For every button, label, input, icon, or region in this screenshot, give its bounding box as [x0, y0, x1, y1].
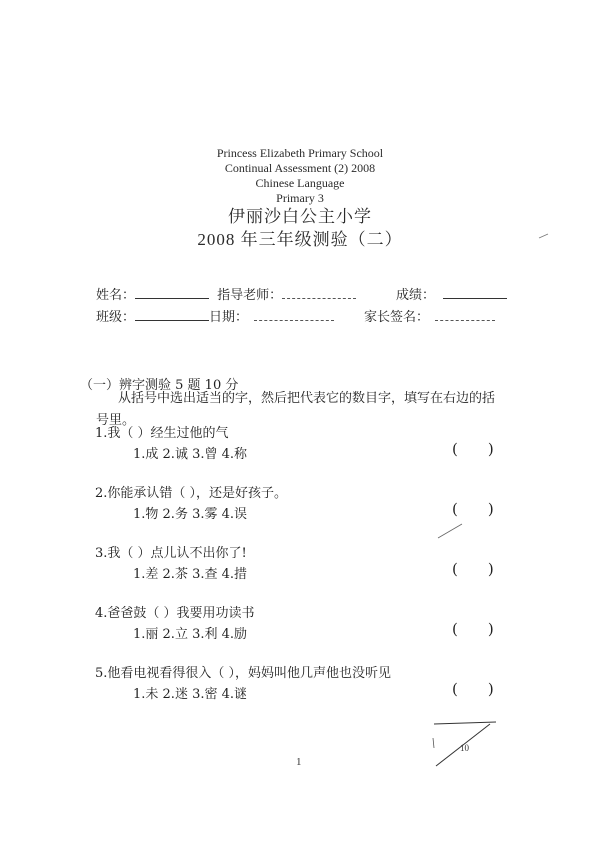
question-5-stem: 5.他看电视看得很入（ ），妈妈叫他几声他也没听见: [95, 666, 392, 681]
subject-name: Chinese Language: [255, 176, 345, 190]
answer-close-paren: ): [487, 440, 494, 458]
answer-close-paren: ): [487, 500, 494, 518]
question-3-answer[interactable]: [452, 560, 494, 578]
question-5-answer[interactable]: [452, 680, 494, 698]
answer-open-paren: (: [452, 680, 458, 698]
answer-close-paren: ): [487, 560, 494, 578]
answer-open-paren: (: [452, 500, 458, 518]
score-tick: [433, 738, 434, 748]
question-1-options: 1.成 2.诚 3.曾 4.称: [133, 447, 248, 462]
question-4-answer[interactable]: [452, 620, 494, 638]
form-row-2: [96, 306, 334, 325]
school-name-en: Princess Elizabeth Primary School: [216, 146, 384, 160]
question-1-answer[interactable]: [452, 440, 494, 458]
parent-field[interactable]: [435, 309, 495, 321]
question-2-options: 1.物 2.务 3.雾 4.误: [133, 507, 248, 522]
section-instruction: 从括号中选出适当的字，然后把代表它的数目字，填写在右边的括号里。: [96, 391, 496, 428]
grade-field[interactable]: [443, 287, 507, 299]
date-field[interactable]: [254, 309, 334, 321]
exam-title-cn: 2008 年三年级测验（二）: [197, 230, 403, 249]
teacher-field[interactable]: [282, 287, 356, 299]
teacher-label: 指导老师：: [217, 288, 283, 303]
question-2-answer[interactable]: [452, 500, 494, 518]
parent-label: 家长签名：: [364, 310, 430, 325]
class-field[interactable]: [135, 309, 209, 321]
score-box-top-line: [434, 722, 496, 724]
grade-label: 成绩：: [396, 288, 436, 303]
question-5-options: 1.未 2.迷 3.密 4.谜: [133, 687, 248, 702]
answer-close-paren: ): [487, 620, 494, 638]
school-name-cn: 伊丽沙白公主小学: [228, 207, 372, 226]
score-total: 10: [460, 743, 469, 753]
question-1-stem: 1.我（ ）经生过他的气: [95, 426, 229, 441]
question-4-options: 1.丽 2.立 3.利 4.励: [133, 627, 248, 642]
level-name: Primary 3: [276, 191, 324, 205]
date-label: 日期：: [209, 310, 249, 325]
question-3-options: 1.差 2.茶 3.查 4.措: [133, 567, 248, 582]
scan-mark: [436, 520, 466, 540]
name-label: 姓名：: [96, 288, 136, 303]
assessment-name: Continual Assessment (2) 2008: [224, 161, 376, 175]
exam-header: [0, 146, 600, 252]
class-label: 班级：: [96, 310, 136, 325]
question-2-stem: 2.你能承认错（ ），还是好孩子。: [95, 486, 288, 501]
form-row-1: [96, 284, 356, 303]
answer-open-paren: (: [452, 440, 458, 458]
section-title: （一）辨字测验 5 题 10 分: [80, 378, 239, 393]
grade-group: [396, 284, 507, 303]
answer-open-paren: (: [452, 560, 458, 578]
page-number: 1: [296, 756, 302, 768]
name-field[interactable]: [135, 287, 209, 299]
question-3-stem: 3.我（ ）点儿认不出你了!: [95, 546, 247, 561]
parent-group: [364, 306, 495, 325]
scan-mark: [538, 232, 550, 240]
answer-open-paren: (: [452, 620, 458, 638]
question-4-stem: 4.爸爸鼓（ ）我要用功读书: [95, 606, 255, 621]
answer-close-paren: ): [487, 680, 494, 698]
